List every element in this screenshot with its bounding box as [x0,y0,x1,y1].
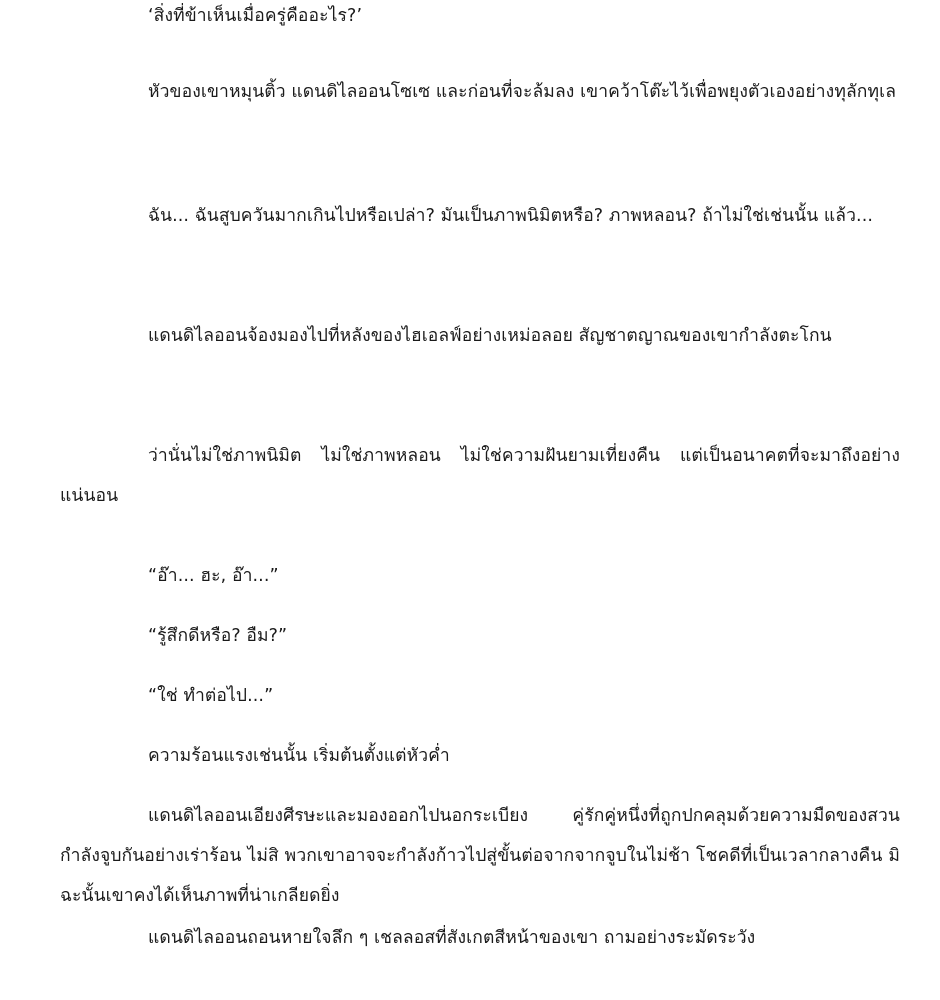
paragraph-4: แดนดิไลออนจ้องมองไปที่หลังของไฮเอลฟ์อย่างเหม่อลอย สัญชาตญาณของเขากำลังตะโกน [148,326,832,346]
dialogue-line-2: “รู้สึกดีหรือ? อืม?” [148,626,288,646]
paragraph-7: แดนดิไลออนเอียงศีรษะและมองออกไปนอกระเบียง คู่รักคู่หนึ่งที่ถูกปกคลุมด้วยความมืดของสวนกำลังจูบกันอย่างเร่าร้อน ไม่สิ พวกเขาอาจจะกำลังก้าวไปสู่ขั้นต่อจากจากจูบในไม่ช้า โชคดีที่เป็นเวลากลางคืน มิฉะนั้นเขาคงได้เห็นภาพที่น่าเกลียดยิ่ง [60,806,900,906]
paragraph-3: ฉัน... ฉันสูบควันมากเกินไปหรือเปล่า? มันเป็นภาพนิมิตหรือ? ภาพหลอน? ถ้าไม่ใช่เช่นนั้น แล้ว... [148,206,874,226]
paragraph-2: หัวของเขาหมุนติ้ว แดนดิไลออนโซเซ และก่อนที่จะล้มลง เขาคว้าโต๊ะไว้เพื่อพยุงตัวเองอย่างทุลักทุเล [148,82,897,102]
dialogue-line-3: “ใช่ ทำต่อไป...” [148,686,274,706]
paragraph-1: ‘สิ่งที่ข้าเห็นเมื่อครู่คืออะไร?’ [148,6,363,26]
paragraph-8: แดนดิไลออนถอนหายใจลึก ๆ เชลลอสที่สังเกตสีหน้าของเขา ถามอย่างระมัดระวัง [148,928,756,948]
paragraph-5: ว่านั่นไม่ใช่ภาพนิมิต ไม่ใช่ภาพหลอน ไม่ใช่ความฝันยามเที่ยงคืน แต่เป็นอนาคตที่จะมาถึงอย่างแน่นอน [60,446,900,506]
paragraph-6: ความร้อนแรงเช่นนั้น เริ่มต้นตั้งแต่หัวค่ำ [148,746,450,766]
dialogue-line-1: “อ๊า... ฮะ, อ๊า...” [148,566,279,586]
